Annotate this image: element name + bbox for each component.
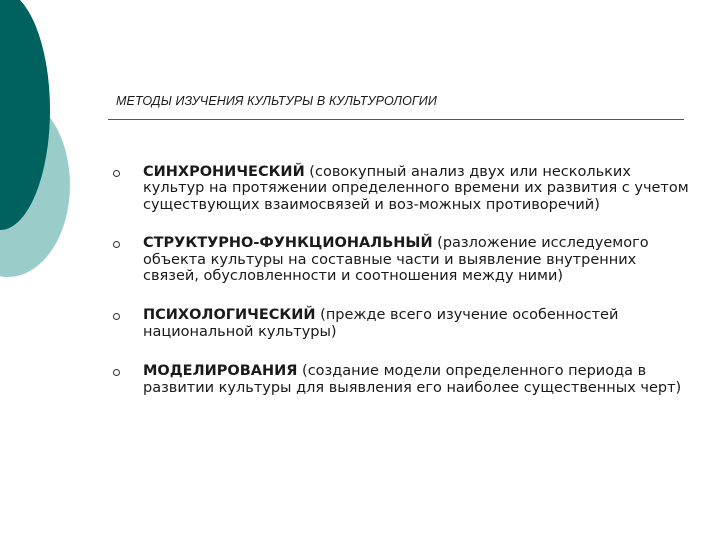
- item-term: СИНХРОНИЧЕСКИЙ: [143, 164, 305, 180]
- decorative-circles: [0, 0, 110, 300]
- bullet-icon: [113, 369, 120, 376]
- title-divider: [108, 119, 684, 120]
- list-item: [110, 235, 690, 284]
- slide-title: МЕТОДЫ ИЗУЧЕНИЯ КУЛЬТУРЫ В КУЛЬТУРОЛОГИИ: [116, 94, 437, 108]
- item-text: (разложение исследуемого объекта культуры на составные части и выявление внутренних связей, обусловленности и соотношения между ними): [143, 235, 649, 285]
- method-list: [110, 164, 690, 396]
- item-term: ПСИХОЛОГИЧЕСКИЙ: [143, 307, 316, 324]
- item-text: (прежде всего изучение особенностей национальной культуры): [143, 307, 619, 340]
- bullet-icon: [113, 241, 120, 248]
- list-item: [110, 164, 690, 213]
- bullet-icon: [113, 313, 120, 320]
- item-term: СТРУКТУРНО-ФУНКЦИОНАЛЬНЫЙ: [143, 235, 433, 252]
- item-text: (совокупный анализ двух или нескольких культур на протяжении определенного времени их развития с учетом существующих взаимосвязей и воз-можных противоречий): [143, 164, 689, 213]
- bullet-icon: [113, 170, 120, 177]
- list-item: [110, 307, 690, 340]
- list-item: [110, 363, 690, 396]
- item-term: МОДЕЛИРОВАНИЯ: [143, 363, 298, 380]
- item-text: (создание модели определенного периода в развитии культуры для выявления его наиболее существенных черт): [143, 363, 682, 396]
